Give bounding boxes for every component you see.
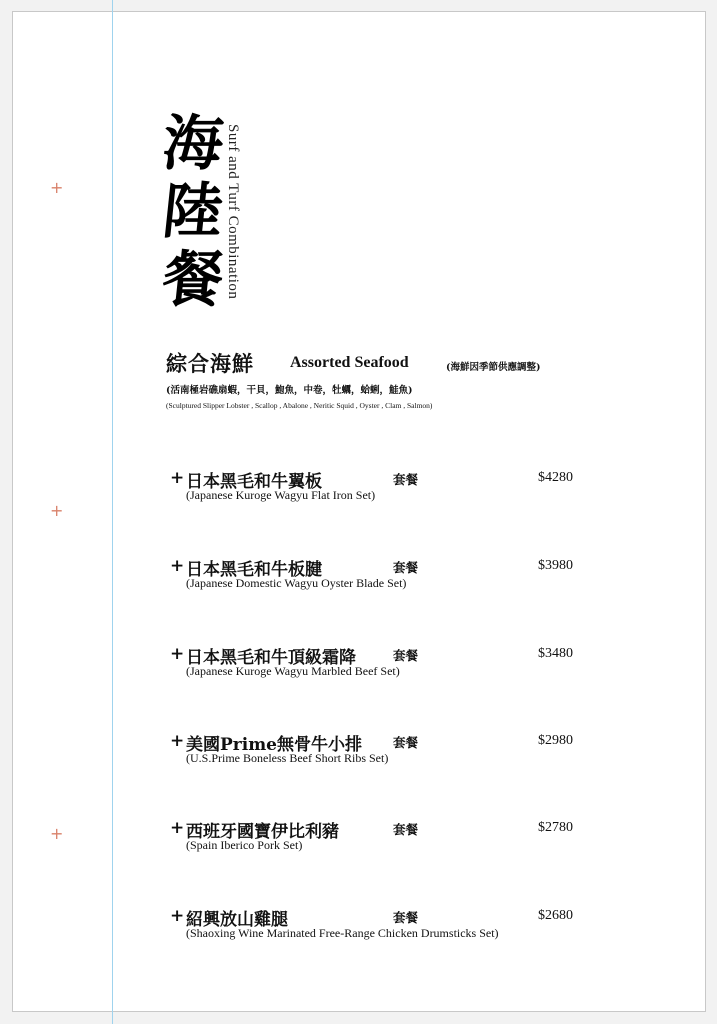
section-items-en: (Sculptured Slipper Lobster , Scallop , Abalone , Neritic Squid , Oyster , Clam , Salmon) bbox=[166, 401, 433, 410]
section-items-zh: (活南極岩礁扇蝦，干貝，鮑魚，中卷，牡蠣，蛤蜊，鮭魚) bbox=[166, 385, 413, 396]
menu-item bbox=[170, 644, 590, 684]
item-set-label: 套餐 bbox=[393, 648, 419, 663]
item-price: $4280 bbox=[538, 470, 573, 485]
menu-page bbox=[12, 11, 706, 1012]
item-name-en: (Spain Iberico Pork Set) bbox=[186, 838, 303, 852]
item-name-en: (Japanese Kuroge Wagyu Marbled Beef Set) bbox=[186, 664, 400, 678]
menu-item bbox=[170, 731, 590, 771]
item-price: $2780 bbox=[538, 820, 573, 835]
menu-item bbox=[170, 906, 590, 946]
crop-mark: + bbox=[50, 178, 64, 197]
section-note: (海鮮因季節供應調整) bbox=[446, 362, 541, 373]
plus-icon: + bbox=[170, 731, 185, 751]
item-name-en: (Shaoxing Wine Marinated Free-Range Chicken Drumsticks Set) bbox=[186, 926, 499, 940]
calligraphy-title bbox=[160, 110, 226, 314]
item-name-zh: 紹興放山雞腿 bbox=[186, 910, 288, 930]
plus-icon: + bbox=[170, 556, 185, 576]
menu-item bbox=[170, 468, 590, 508]
menu-item bbox=[170, 818, 590, 858]
item-set-label: 套餐 bbox=[393, 560, 419, 575]
item-set-label: 套餐 bbox=[393, 472, 419, 487]
guide-line bbox=[112, 0, 113, 1024]
plus-icon: + bbox=[170, 818, 185, 838]
item-price: $3480 bbox=[538, 646, 573, 661]
crop-mark: + bbox=[50, 501, 64, 520]
calligraphy-char: 餐 bbox=[159, 245, 227, 315]
vertical-title: Surf and Turf Combination bbox=[225, 124, 241, 300]
item-name-en: (Japanese Domestic Wagyu Oyster Blade Set) bbox=[186, 576, 407, 590]
item-name-en: (Japanese Kuroge Wagyu Flat Iron Set) bbox=[186, 488, 376, 502]
section-title-en: Assorted Seafood bbox=[290, 354, 409, 371]
item-name-zh: 美國Prime無骨牛小排 bbox=[186, 735, 363, 755]
item-price: $3980 bbox=[538, 558, 573, 573]
item-price: $2680 bbox=[538, 908, 573, 923]
menu-item bbox=[170, 556, 590, 596]
item-name-en: (U.S.Prime Boneless Beef Short Ribs Set) bbox=[186, 751, 389, 765]
item-name-zh: 日本黑毛和牛板腱 bbox=[186, 560, 322, 580]
plus-icon: + bbox=[170, 468, 185, 488]
item-set-label: 套餐 bbox=[393, 822, 419, 837]
calligraphy-char: 陸 bbox=[159, 177, 227, 247]
calligraphy-char: 海 bbox=[159, 109, 227, 179]
item-name-zh: 日本黑毛和牛翼板 bbox=[186, 472, 322, 492]
plus-icon: + bbox=[170, 906, 185, 926]
item-name-zh: 西班牙國寶伊比利豬 bbox=[186, 822, 339, 842]
plus-icon: + bbox=[170, 644, 185, 664]
item-price: $2980 bbox=[538, 733, 573, 748]
section-title-zh: 綜合海鮮 bbox=[166, 351, 254, 376]
item-set-label: 套餐 bbox=[393, 735, 419, 750]
crop-mark: + bbox=[50, 824, 64, 843]
item-name-zh: 日本黑毛和牛頂級霜降 bbox=[186, 648, 356, 668]
item-set-label: 套餐 bbox=[393, 910, 419, 925]
